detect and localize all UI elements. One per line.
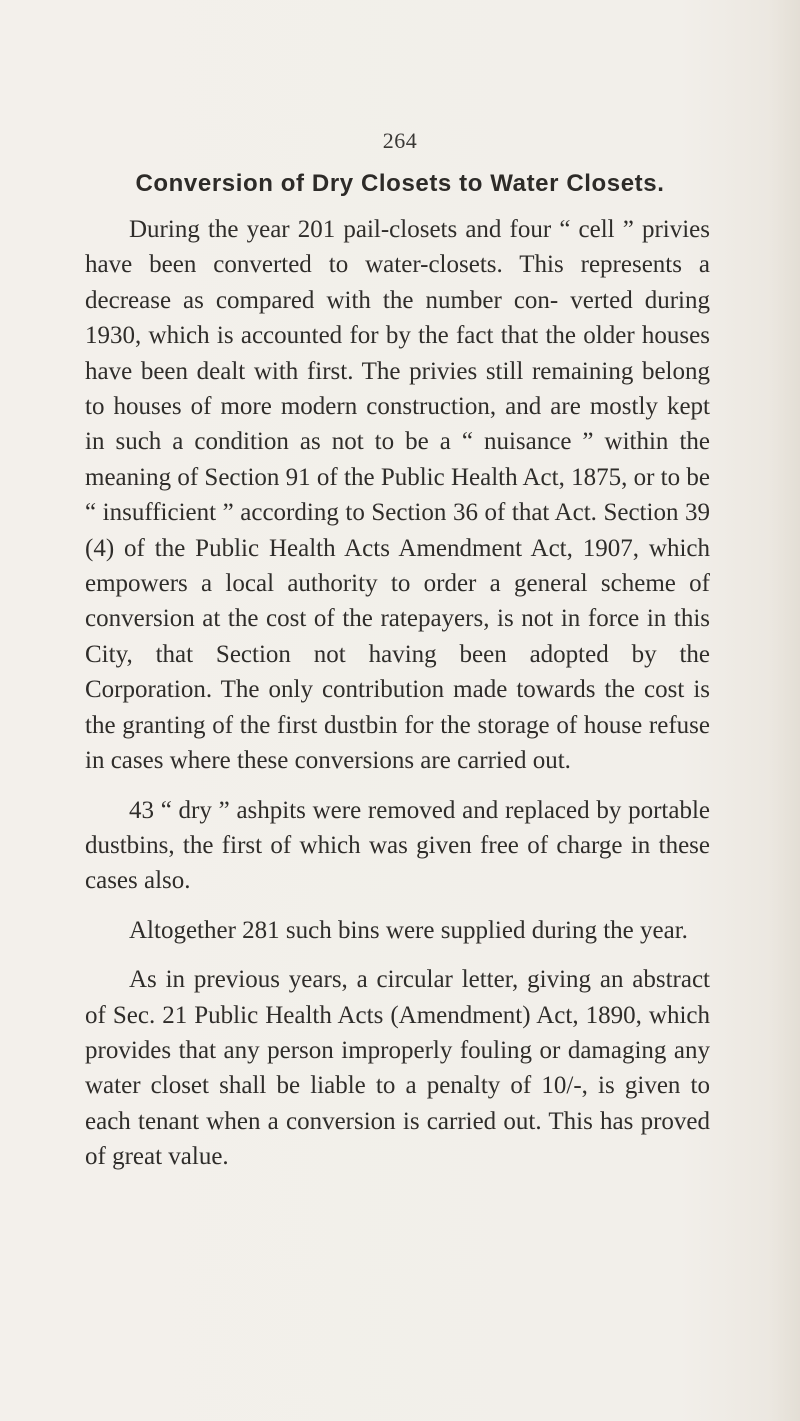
section-heading: Conversion of Dry Closets to Water Closets.: [135, 170, 665, 197]
page-number: 264: [382, 128, 418, 153]
body-text: [85, 212, 710, 1189]
paragraph-ashpits: 43 “ dry ” ashpits were removed and replaced by portable dustbins, the first of which was given free of charge in these cases also.: [85, 796, 710, 895]
paragraph-conversions: During the year 201 pail-closets and four “ cell ” privies have been converted to water-closets. This represents a decrease as compared with the number con- verted during 1930, which is accounted for by the fact that the older houses have been dealt with first. The privies still remaining belong to houses of more modern construction, and are mostly kept in such a condition as not to be a “ nuisance ” within the meaning of Section 91 of the Public Health Act, 1875, or to be “ insufficient ” according to Section 36 of that Act. Section 39 (4) of the Public Health Acts Amendment Act, 1907, which empowers a local authority to order a general scheme of conversion at the cost of the ratepayers, is not in force in this City, that Section not having been adopted by the Corporation. The only contribution made towards the cost is the granting of the first dustbin for the storage of house refuse in cases where these conversions are carried out.: [85, 216, 710, 775]
paragraph-bins-supplied: Altogether 281 such bins were supplied during the year.: [129, 916, 688, 944]
paragraph-circular-letter: As in previous years, a circular letter, giving an abstract of Sec. 21 Public Health Acts (Amendment) Act, 1890, which provides that any person improperly fouling or damaging any water closet shall be liable to a penalty of 10/-, is given to each tenant when a conversion is carried out. This has proved of great value.: [85, 966, 710, 1171]
